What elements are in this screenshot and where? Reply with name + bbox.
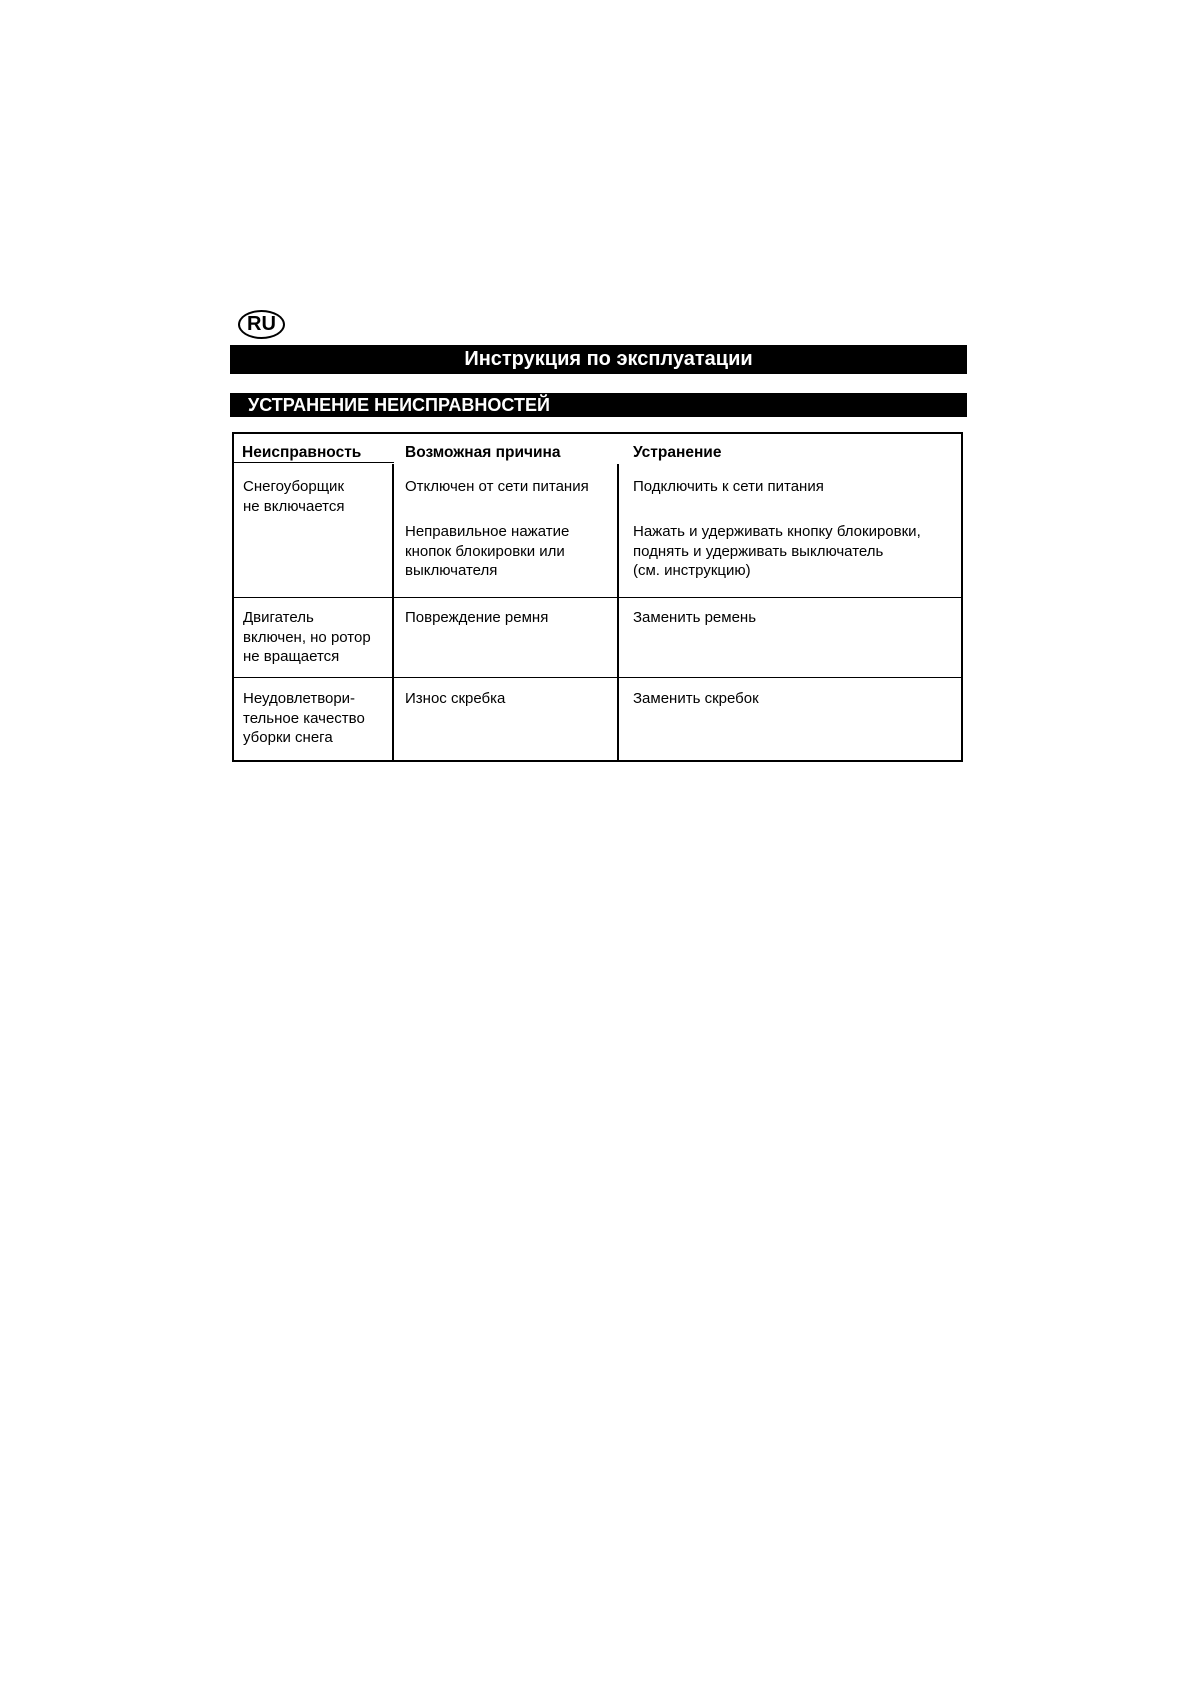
troubleshooting-table [232,432,963,762]
table-row-3-fault: Неудовлетвори- тельное качество уборки снега [243,690,365,746]
table-row-1-cause-2: Неправильное нажатие кнопок блокировки или выключателя [405,523,570,579]
table-row-1-remedy-1: Подключить к сети питания [633,478,824,495]
column-divider-2 [617,464,619,760]
column-header-remedy: Устранение [633,444,722,461]
table-row-2-fault: Двигатель включен, но ротор не вращается [243,609,371,665]
language-badge: RU [238,310,285,339]
table-row-2-cause: Повреждение ремня [405,609,549,626]
row-divider-1 [234,597,961,598]
column-header-fault: Неисправность [242,444,362,461]
table-row-3-remedy: Заменить скребок [633,690,759,707]
section-title: УСТРАНЕНИЕ НЕИСПРАВНОСТЕЙ [248,394,550,415]
header-underline [234,462,394,463]
row-divider-2 [234,677,961,678]
table-row-3-cause: Износ скребка [405,690,506,707]
table-row-2-remedy: Заменить ремень [633,609,757,626]
manual-title: Инструкция по эксплуатации [464,348,753,370]
section-title-bar [230,393,967,417]
table-row-1-fault: Снегоуборщик не включается [243,478,345,515]
table-row-1-cause-1: Отключен от сети питания [405,478,589,495]
column-header-cause: Возможная причина [405,444,561,461]
manual-title-bar [230,345,967,374]
column-divider-1 [392,464,394,760]
table-row-1-remedy-2: Нажать и удерживать кнопку блокировки, поднять и удерживать выключатель (см. инструкцию) [633,523,921,579]
